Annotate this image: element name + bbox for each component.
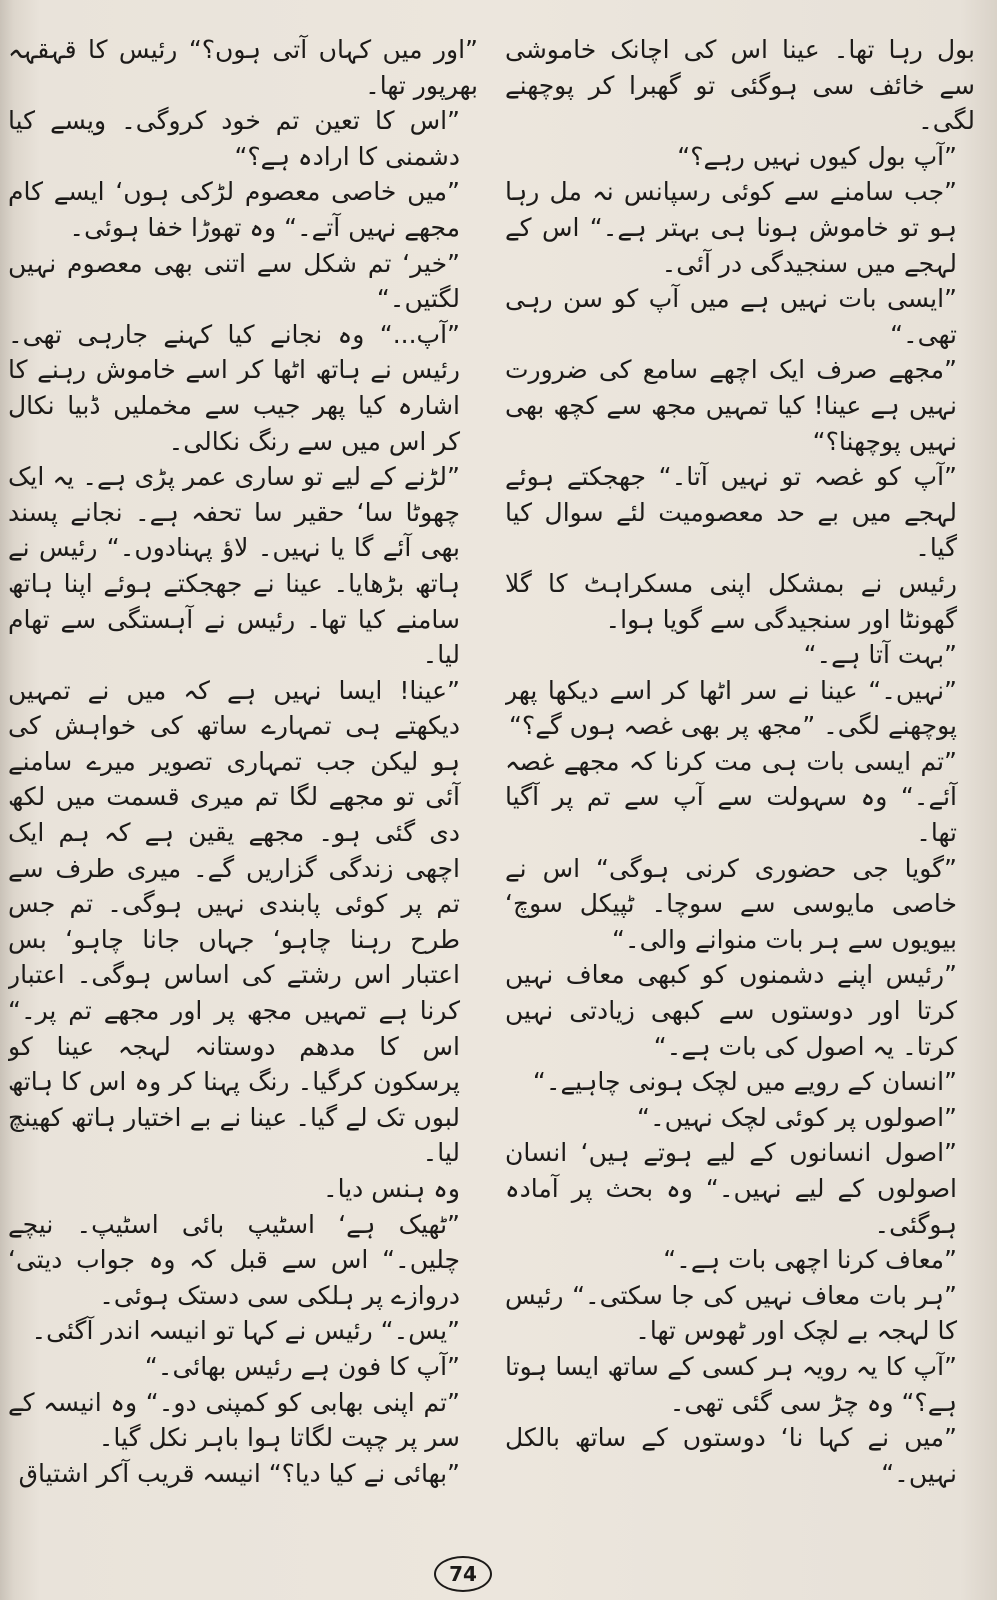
paragraph: ”بہت آتا ہے۔“ <box>803 640 957 670</box>
paragraph: ”میں نے کہا نا‘ دوستوں کے ساتھ بالکل نہیں۔“ <box>505 1423 957 1488</box>
paragraph: ”عینا! ایسا نہیں ہے کہ میں نے تمہیں دیکھتے ہی تمہارے ساتھ کی خواہش کی ہو لیکن جب تمہاری تصویر میرے سامنے آئی تو مجھے لگا تم میری قسمت میں لکھ دی گئی ہو۔ مجھے یقین ہے کہ ہم ایک اچھی زندگی گزاریں گے۔ میری طرف سے تم پر کوئی پابندی نہیں ہوگی۔ تم جس طرح رہنا چاہو‘ جہاں جانا چاہو‘ بس اعتبار اس رشتے کی اساس ہوگی۔ اعتبار کرنا ہے تمہیں مجھ پر اور مجھے تم پر۔“ اس کا مدھم دوستانہ لہجہ عینا کو پرسکون کرگیا۔ رنگ پہنا کر وہ اس کا ہاتھ لبوں تک لے گیا۔ عینا نے بے اختیار ہاتھ کھینچ لیا۔ <box>8 675 460 1168</box>
paragraph: ”لڑنے کے لیے تو ساری عمر پڑی ہے۔ یہ ایک چھوٹا سا‘ حقیر سا تحفہ ہے۔ نجانے پسند بھی آئے گا یا نہیں۔ لاؤ پہنادوں۔“ رئیس نے ہاتھ بڑھایا۔ عینا نے جھجکتے ہوئے اپنا ہاتھ سامنے کیا تھا۔ رئیس نے آہستگی سے تھام لیا۔ <box>8 462 460 670</box>
paragraph: وہ ہنس دیا۔ <box>322 1174 460 1203</box>
paragraph: ”مجھے صرف ایک اچھے سامع کی ضرورت نہیں ہے عینا! کیا تمہیں مجھ سے کچھ بھی نہیں پوچھنا؟“ <box>505 355 957 456</box>
paragraph: ”گویا جی حضوری کرنی ہوگی“ اس نے خاصی مایوسی سے سوچا۔ ٹپیکل سوچ‘ بیویوں سے ہر بات منوانے والی۔“ <box>505 853 957 954</box>
page-number <box>434 1556 492 1592</box>
paragraph: ”ایسی بات نہیں ہے میں آپ کو سن رہی تھی۔“ <box>505 284 957 349</box>
paragraph: ”تم اپنی بھابی کو کمپنی دو۔“ وہ انیسہ کے سر پر چپت لگاتا ہوا باہر نکل گیا۔ <box>8 1387 460 1453</box>
paragraph: ”آپ کا یہ رویہ ہر کسی کے ساتھ ایسا ہوتا ہے؟“ وہ چڑ سی گئی تھی۔ <box>505 1351 957 1417</box>
paragraph: ”اصولوں پر کوئی لچک نہیں۔“ <box>637 1102 957 1132</box>
paragraph: ”اس کا تعین تم خود کروگی۔ ویسے کیا دشمنی کا ارادہ ہے؟“ <box>8 106 460 171</box>
paragraph: ”جب سامنے سے کوئی رسپانس نہ مل رہا ہو تو خاموش ہونا ہی بہتر ہے۔“ اس کے لہجے میں سنجیدگی در آئی۔ <box>505 177 957 278</box>
paragraph: ”نہیں۔“ عینا نے سر اٹھا کر اسے دیکھا پھر پوچھنے لگی۔ ”مجھ پر بھی غصہ ہوں گے؟“ <box>505 675 957 741</box>
paragraph: ”یس۔“ رئیس نے کہا تو انیسہ اندر آگئی۔ <box>31 1316 460 1346</box>
paragraph: ”ہر بات معاف نہیں کی جا سکتی۔“ رئیس کا لہجہ بے لچک اور ٹھوس تھا۔ <box>505 1280 957 1346</box>
paragraph: رئیس نے بمشکل اپنی مسکراہٹ کا گلا گھونٹا اور سنجیدگی سے گویا ہوا۔ <box>505 568 957 634</box>
right-text-column <box>505 32 975 1532</box>
paragraph: ”آپ کو غصہ تو نہیں آتا۔“ جھجکتے ہوئے لہجے میں بے حد معصومیت لئے سوال کیا گیا۔ <box>505 462 957 563</box>
paragraph: ”آپ...“ وہ نجانے کیا کہنے جارہی تھی۔ رئیس نے ہاتھ اٹھا کر اسے خاموش رہنے کا اشارہ کیا پھر جیب سے مخملیں ڈبیا نکال کر اس میں سے رنگ نکالی۔ <box>8 319 460 456</box>
page-number-text: 74 <box>449 1562 477 1586</box>
paragraph: ”انسان کے رویے میں لچک ہونی چاہیے۔“ <box>532 1067 957 1097</box>
paragraph: ”میں خاصی معصوم لڑکی ہوں‘ ایسے کام مجھے نہیں آتے۔“ وہ تھوڑا خفا ہوئی۔ <box>8 177 460 242</box>
paragraph: بول رہا تھا۔ عینا اس کی اچانک خاموشی سے خائف سی ہوگئی تو گھبرا کر پوچھنے لگی۔ <box>505 35 975 136</box>
paragraph: ”ٹھیک ہے‘ اسٹیپ بائی اسٹیپ۔ نیچے چلیں۔“ اس سے قبل کہ وہ جواب دیتی‘ دروازے پر ہلکی سی دستک ہوئی۔ <box>8 1209 460 1310</box>
paragraph: ”خیر‘ تم شکل سے اتنی بھی معصوم نہیں لگتیں۔“ <box>8 248 460 314</box>
paragraph: ”اصول انسانوں کے لیے ہوتے ہیں‘ انسان اصولوں کے لیے نہیں۔“ وہ بحث پر آمادہ ہوگئی۔ <box>505 1138 957 1239</box>
paragraph: ”رئیس اپنے دشمنوں کو کبھی معاف نہیں کرتا اور دوستوں سے کبھی زیادتی نہیں کرتا۔ یہ اصول کی بات ہے۔“ <box>505 960 957 1061</box>
left-text-column <box>8 32 478 1532</box>
paragraph: ”آپ کا فون ہے رئیس بھائی۔“ <box>144 1351 460 1381</box>
paragraph: ”تم ایسی بات ہی مت کرنا کہ مجھے غصہ آئے۔“ وہ سہولت سے آپ سے تم پر آگیا تھا۔ <box>505 746 957 848</box>
paragraph: ”معاف کرنا اچھی بات ہے۔“ <box>663 1245 957 1275</box>
paragraph: ”آپ بول کیوں نہیں رہے؟“ <box>677 141 957 171</box>
paragraph: ”اور میں کہاں آتی ہوں؟“ رئیس کا قہقہہ بھرپور تھا۔ <box>8 35 478 100</box>
paragraph: ”بھائی نے کیا دیا؟“ انیسہ قریب آکر اشتیاق <box>18 1458 460 1488</box>
